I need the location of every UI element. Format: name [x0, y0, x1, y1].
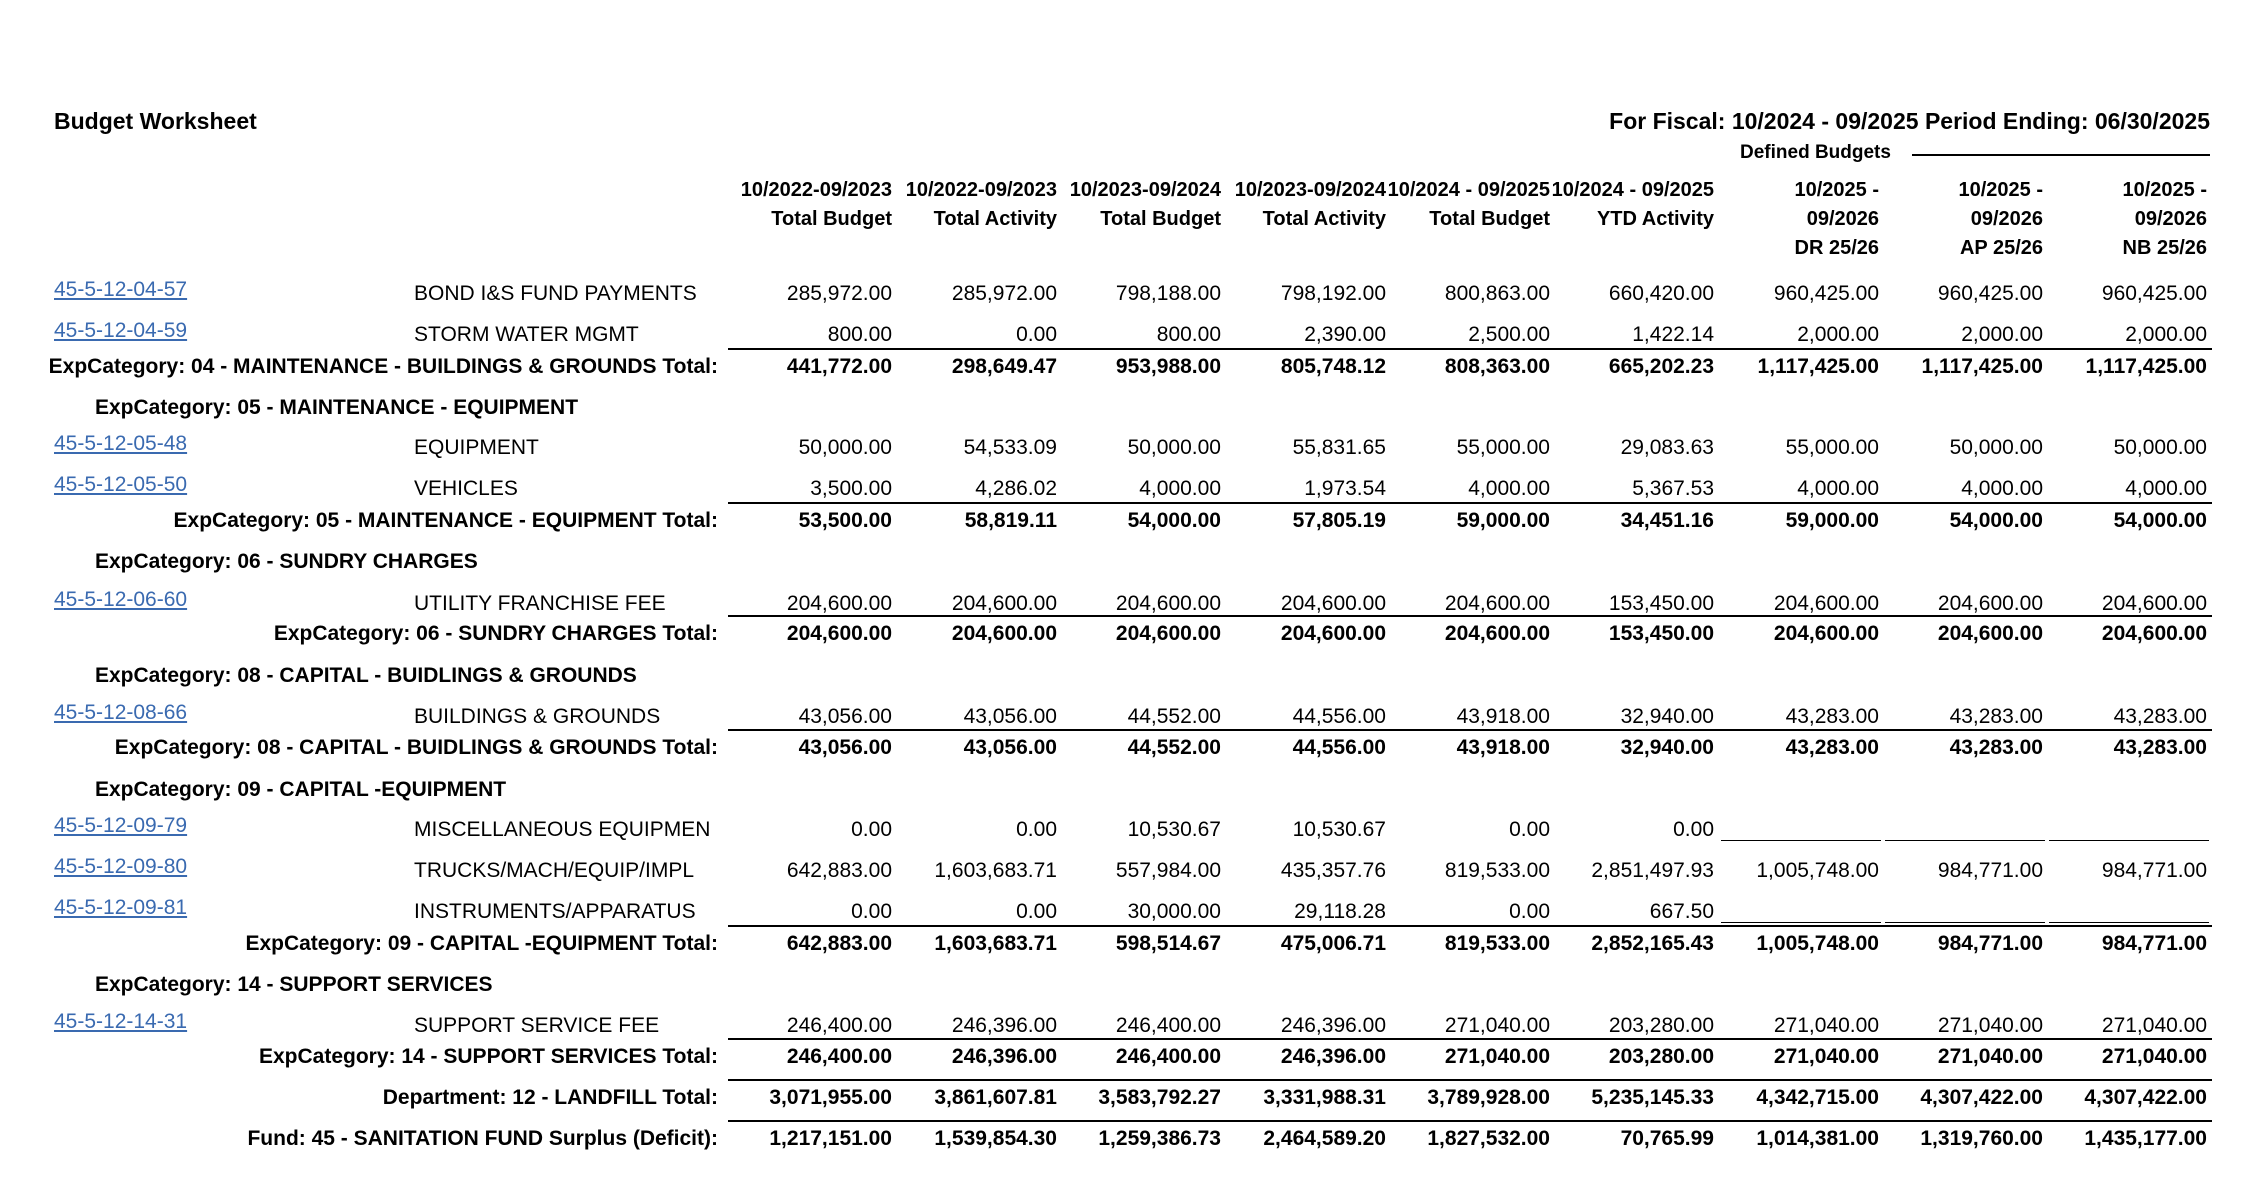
cell-value: 0.00 — [851, 818, 892, 841]
cell-value: 50,000.00 — [2113, 436, 2207, 459]
column-header-2-line-3 — [893, 234, 1057, 263]
cell-value: 1,973.54 — [1304, 477, 1386, 500]
line-description: INSTRUMENTS/APPARATUS — [414, 900, 696, 923]
line-description: BOND I&S FUND PAYMENTS — [414, 282, 697, 305]
cell-value: 1,422.14 — [1632, 323, 1714, 346]
cell-value: 246,400.00 — [1115, 1045, 1221, 1068]
cell-value: 2,851,497.93 — [1591, 859, 1714, 882]
cell-value: 54,000.00 — [2113, 509, 2207, 532]
cell-value: 34,451.16 — [1620, 509, 1714, 532]
cell-value: 203,280.00 — [1608, 1014, 1714, 1037]
cell-value: 44,556.00 — [1292, 736, 1386, 759]
cell-value: 32,940.00 — [1620, 736, 1714, 759]
cell-value: 43,918.00 — [1456, 736, 1550, 759]
cell-value: 960,425.00 — [2101, 282, 2207, 305]
cell-value: 43,283.00 — [1949, 736, 2043, 759]
category-heading: ExpCategory: 08 - CAPITAL - BUIDLINGS & GROUNDS — [95, 664, 637, 687]
cell-value: 960,425.00 — [1937, 282, 2043, 305]
cell-value: 246,396.00 — [951, 1014, 1057, 1037]
column-header-6-line-3 — [1550, 234, 1714, 263]
line-description: TRUCKS/MACH/EQUIP/IMPL — [414, 859, 695, 882]
total-rule — [728, 729, 2212, 731]
column-header-8 — [1879, 176, 2043, 263]
cell-value: 2,500.00 — [1468, 323, 1550, 346]
cell-value: 246,400.00 — [786, 1045, 892, 1068]
cell-value: 58,819.11 — [964, 509, 1057, 532]
column-header-7 — [1715, 176, 1879, 263]
cell-value: 4,307,422.00 — [2084, 1086, 2207, 1109]
cell-value: 246,396.00 — [1280, 1045, 1386, 1068]
cell-value: 204,600.00 — [1280, 622, 1386, 645]
cell-value: 1,319,760.00 — [1920, 1127, 2043, 1150]
blank-entry-line[interactable] — [1721, 922, 1881, 923]
column-header-4-line-1: 10/2023-09/2024 — [1234, 179, 1386, 201]
cell-value: 5,367.53 — [1632, 477, 1714, 500]
cell-value: 204,600.00 — [1444, 622, 1550, 645]
column-header-3-line-3 — [1057, 234, 1221, 263]
cell-value: 441,772.00 — [786, 355, 892, 378]
cell-value: 1,539,854.30 — [934, 1127, 1057, 1150]
cell-value: 598,514.67 — [1115, 932, 1221, 955]
cell-value: 55,831.65 — [1292, 436, 1386, 459]
cell-value: 44,556.00 — [1292, 705, 1386, 728]
column-header-2-line-1: 10/2022-09/2023 — [905, 179, 1057, 201]
cell-value: 0.00 — [1673, 818, 1714, 841]
blank-entry-line[interactable] — [1721, 840, 1881, 841]
cell-value: 10,530.67 — [1127, 818, 1221, 841]
cell-value: 43,918.00 — [1456, 705, 1550, 728]
cell-value: 271,040.00 — [2101, 1014, 2207, 1037]
cell-value: 2,390.00 — [1304, 323, 1386, 346]
cell-value: 0.00 — [1509, 900, 1550, 923]
cell-value: 3,071,955.00 — [769, 1086, 892, 1109]
cell-value: 204,600.00 — [1937, 592, 2043, 615]
cell-value: 153,450.00 — [1608, 592, 1714, 615]
cell-value: 271,040.00 — [1773, 1045, 1879, 1068]
cell-value: 800,863.00 — [1444, 282, 1550, 305]
column-header-6-line-2: YTD Activity — [1596, 208, 1714, 230]
column-header-2 — [893, 176, 1057, 263]
cell-value: 204,600.00 — [1773, 622, 1879, 645]
total-label: Department: 12 - LANDFILL Total: — [382, 1086, 718, 1109]
cell-value: 204,600.00 — [2101, 592, 2207, 615]
column-header-5-line-3 — [1386, 234, 1550, 263]
account-link[interactable]: 45-5-12-05-50 — [54, 473, 188, 496]
cell-value: 59,000.00 — [1785, 509, 1879, 532]
cell-value: 59,000.00 — [1456, 509, 1550, 532]
cell-value: 1,014,381.00 — [1756, 1127, 1879, 1150]
cell-value: 3,861,607.81 — [934, 1086, 1057, 1109]
column-header-4-line-3 — [1222, 234, 1386, 263]
cell-value: 153,450.00 — [1608, 622, 1714, 645]
line-description: STORM WATER MGMT — [414, 323, 639, 346]
cell-value: 660,420.00 — [1608, 282, 1714, 305]
blank-entry-line[interactable] — [1885, 922, 2045, 923]
cell-value: 50,000.00 — [1949, 436, 2043, 459]
column-header-7-line-3: DR 25/26 — [1794, 237, 1879, 259]
total-rule — [728, 502, 2212, 504]
line-description: VEHICLES — [414, 477, 518, 500]
column-header-1-line-1: 10/2022-09/2023 — [740, 179, 892, 201]
cell-value: 798,192.00 — [1280, 282, 1386, 305]
cell-value: 43,056.00 — [798, 736, 892, 759]
cell-value: 10,530.67 — [1292, 818, 1386, 841]
cell-value: 1,217,151.00 — [769, 1127, 892, 1150]
column-header-1-line-3 — [728, 234, 892, 263]
cell-value: 1,117,425.00 — [1757, 355, 1879, 378]
cell-value: 43,056.00 — [963, 705, 1057, 728]
column-header-9-line-2: 09/2026 — [2134, 208, 2207, 230]
cell-value: 204,600.00 — [1115, 592, 1221, 615]
cell-value: 204,600.00 — [1773, 592, 1879, 615]
cell-value: 808,363.00 — [1444, 355, 1550, 378]
cell-value: 203,280.00 — [1608, 1045, 1714, 1068]
cell-value: 4,286.02 — [975, 477, 1057, 500]
column-header-9 — [2043, 176, 2207, 263]
cell-value: 3,583,792.27 — [1098, 1086, 1221, 1109]
column-header-9-line-3: NB 25/26 — [2122, 237, 2207, 259]
cell-value: 204,600.00 — [951, 592, 1057, 615]
blank-entry-line[interactable] — [1885, 840, 2045, 841]
cell-value: 642,883.00 — [786, 932, 892, 955]
cell-value: 32,940.00 — [1620, 705, 1714, 728]
line-description: UTILITY FRANCHISE FEE — [414, 592, 666, 615]
column-header-1-line-2: Total Budget — [771, 208, 892, 230]
cell-value: 984,771.00 — [1937, 932, 2043, 955]
cell-value: 3,331,988.31 — [1263, 1086, 1386, 1109]
cell-value: 3,789,928.00 — [1427, 1086, 1550, 1109]
account-link[interactable]: 45-5-12-09-79 — [54, 814, 188, 837]
total-label: ExpCategory: 14 - SUPPORT SERVICES Total: — [259, 1045, 718, 1068]
cell-value: 2,464,589.20 — [1263, 1127, 1386, 1150]
column-header-8-line-1: 10/2025 - — [1958, 179, 2043, 201]
cell-value: 271,040.00 — [1444, 1014, 1550, 1037]
category-heading: ExpCategory: 09 - CAPITAL -EQUIPMENT — [95, 778, 507, 801]
cell-value: 55,000.00 — [1785, 436, 1879, 459]
cell-value: 298,649.47 — [951, 355, 1057, 378]
blank-entry-line[interactable] — [2049, 922, 2209, 923]
cell-value: 204,600.00 — [786, 592, 892, 615]
total-label: ExpCategory: 09 - CAPITAL -EQUIPMENT Total: — [245, 932, 718, 955]
cell-value: 1,259,386.73 — [1098, 1127, 1221, 1150]
cell-value: 800.00 — [1156, 323, 1221, 346]
account-link[interactable]: 45-5-12-14-31 — [54, 1010, 188, 1033]
cell-value: 0.00 — [1016, 900, 1057, 923]
cell-value: 43,283.00 — [1949, 705, 2043, 728]
cell-value: 1,603,683.71 — [934, 859, 1057, 882]
cell-value: 30,000.00 — [1127, 900, 1221, 923]
cell-value: 4,307,422.00 — [1920, 1086, 2043, 1109]
cell-value: 43,283.00 — [2113, 736, 2207, 759]
account-link[interactable]: 45-5-12-04-59 — [54, 319, 188, 342]
column-header-3-line-2: Total Budget — [1100, 208, 1221, 230]
cell-value: 984,771.00 — [2101, 932, 2207, 955]
total-label: ExpCategory: 06 - SUNDRY CHARGES Total: — [273, 622, 718, 645]
category-heading: ExpCategory: 06 - SUNDRY CHARGES — [95, 550, 478, 573]
cell-value: 271,040.00 — [1444, 1045, 1550, 1068]
cell-value: 798,188.00 — [1115, 282, 1221, 305]
cell-value: 2,000.00 — [1961, 323, 2043, 346]
column-header-5-line-1: 10/2024 - 09/2025 — [1387, 179, 1550, 201]
category-heading: ExpCategory: 14 - SUPPORT SERVICES — [95, 973, 493, 996]
cell-value: 57,805.19 — [1292, 509, 1386, 532]
line-description: SUPPORT SERVICE FEE — [414, 1014, 660, 1037]
category-heading: ExpCategory: 05 - MAINTENANCE - EQUIPMENT — [95, 396, 579, 419]
cell-value: 819,533.00 — [1444, 932, 1550, 955]
fiscal-period: For Fiscal: 10/2024 - 09/2025 Period Ending: 06/30/2025 — [1609, 108, 2210, 134]
cell-value: 557,984.00 — [1115, 859, 1221, 882]
cell-value: 2,852,165.43 — [1591, 932, 1714, 955]
cell-value: 4,000.00 — [1139, 477, 1221, 500]
report-title: Budget Worksheet — [54, 108, 257, 134]
cell-value: 50,000.00 — [798, 436, 892, 459]
cell-value: 285,972.00 — [951, 282, 1057, 305]
total-rule — [728, 1038, 2212, 1040]
cell-value: 271,040.00 — [2101, 1045, 2207, 1068]
cell-value: 642,883.00 — [786, 859, 892, 882]
cell-value: 4,000.00 — [1797, 477, 1879, 500]
cell-value: 953,988.00 — [1115, 355, 1221, 378]
defined-budgets-label: Defined Budgets — [1740, 142, 1891, 163]
cell-value: 204,600.00 — [1444, 592, 1550, 615]
cell-value: 285,972.00 — [786, 282, 892, 305]
column-header-5 — [1386, 176, 1550, 263]
cell-value: 43,056.00 — [963, 736, 1057, 759]
total-rule — [728, 1079, 2212, 1081]
total-label: ExpCategory: 08 - CAPITAL - BUIDLINGS & GROUNDS Total: — [114, 736, 718, 759]
cell-value: 204,600.00 — [951, 622, 1057, 645]
cell-value: 475,006.71 — [1280, 932, 1386, 955]
column-header-8-line-3: AP 25/26 — [1959, 237, 2043, 259]
line-description: EQUIPMENT — [414, 436, 539, 459]
cell-value: 665,202.23 — [1608, 355, 1714, 378]
defined-budgets-rule — [1912, 154, 2210, 156]
cell-value: 984,771.00 — [2101, 859, 2207, 882]
column-header-3-line-1: 10/2023-09/2024 — [1069, 179, 1221, 201]
cell-value: 805,748.12 — [1280, 355, 1386, 378]
cell-value: 271,040.00 — [1937, 1014, 2043, 1037]
cell-value: 54,533.09 — [963, 436, 1057, 459]
cell-value: 43,056.00 — [798, 705, 892, 728]
cell-value: 204,600.00 — [1280, 592, 1386, 615]
column-header-6-line-1: 10/2024 - 09/2025 — [1551, 179, 1714, 201]
cell-value: 246,400.00 — [786, 1014, 892, 1037]
cell-value: 53,500.00 — [798, 509, 892, 532]
total-label: ExpCategory: 04 - MAINTENANCE - BUILDINGS & GROUNDS Total: — [48, 355, 718, 378]
total-rule — [728, 615, 2212, 617]
column-header-5-line-2: Total Budget — [1429, 208, 1550, 230]
cell-value: 246,396.00 — [951, 1045, 1057, 1068]
account-link[interactable]: 45-5-12-06-60 — [54, 588, 188, 611]
cell-value: 4,000.00 — [2125, 477, 2207, 500]
cell-value: 1,005,748.00 — [1756, 859, 1879, 882]
cell-value: 43,283.00 — [2113, 705, 2207, 728]
cell-value: 204,600.00 — [1937, 622, 2043, 645]
cell-value: 0.00 — [1509, 818, 1550, 841]
column-header-3 — [1057, 176, 1221, 263]
total-rule — [728, 925, 2212, 927]
cell-value: 0.00 — [1016, 818, 1057, 841]
line-description: MISCELLANEOUS EQUIPMEN — [414, 818, 711, 841]
cell-value: 1,005,748.00 — [1756, 932, 1879, 955]
cell-value: 1,117,425.00 — [2085, 355, 2207, 378]
cell-value: 204,600.00 — [786, 622, 892, 645]
account-link[interactable]: 45-5-12-05-48 — [54, 432, 188, 455]
cell-value: 271,040.00 — [1773, 1014, 1879, 1037]
column-header-7-line-2: 09/2026 — [1806, 208, 1879, 230]
column-header-8-line-2: 09/2026 — [1970, 208, 2043, 230]
total-label: ExpCategory: 05 - MAINTENANCE - EQUIPMENT Total: — [173, 509, 718, 532]
account-link[interactable]: 45-5-12-04-57 — [54, 278, 188, 301]
blank-entry-line[interactable] — [2049, 840, 2209, 841]
cell-value: 44,552.00 — [1127, 736, 1221, 759]
account-link[interactable]: 45-5-12-09-81 — [54, 896, 188, 919]
cell-value: 54,000.00 — [1127, 509, 1221, 532]
column-header-9-line-1: 10/2025 - — [2122, 179, 2207, 201]
cell-value: 43,283.00 — [1785, 705, 1879, 728]
cell-value: 667.50 — [1649, 900, 1714, 923]
cell-value: 29,118.28 — [1294, 900, 1386, 923]
cell-value: 271,040.00 — [1937, 1045, 2043, 1068]
cell-value: 4,000.00 — [1468, 477, 1550, 500]
line-description: BUILDINGS & GROUNDS — [414, 705, 661, 728]
cell-value: 5,235,145.33 — [1591, 1086, 1714, 1109]
cell-value: 1,117,425.00 — [1921, 355, 2043, 378]
cell-value: 2,000.00 — [2125, 323, 2207, 346]
account-link[interactable]: 45-5-12-09-80 — [54, 855, 188, 878]
cell-value: 1,827,532.00 — [1427, 1127, 1550, 1150]
column-header-2-line-2: Total Activity — [933, 208, 1057, 230]
cell-value: 3,500.00 — [810, 477, 892, 500]
cell-value: 50,000.00 — [1127, 436, 1221, 459]
column-header-6 — [1550, 176, 1714, 263]
cell-value: 819,533.00 — [1444, 859, 1550, 882]
total-rule — [728, 1120, 2212, 1122]
total-label: Fund: 45 - SANITATION FUND Surplus (Deficit): — [247, 1127, 718, 1150]
cell-value: 2,000.00 — [1797, 323, 1879, 346]
cell-value: 800.00 — [827, 323, 892, 346]
column-header-1 — [728, 176, 892, 263]
cell-value: 204,600.00 — [1115, 622, 1221, 645]
cell-value: 1,435,177.00 — [2084, 1127, 2207, 1150]
cell-value: 246,396.00 — [1280, 1014, 1386, 1037]
cell-value: 55,000.00 — [1456, 436, 1550, 459]
cell-value: 4,342,715.00 — [1756, 1086, 1879, 1109]
cell-value: 29,083.63 — [1620, 436, 1714, 459]
cell-value: 246,400.00 — [1115, 1014, 1221, 1037]
column-header-7-line-1: 10/2025 - — [1794, 179, 1879, 201]
cell-value: 43,283.00 — [1785, 736, 1879, 759]
cell-value: 0.00 — [1016, 323, 1057, 346]
cell-value: 1,603,683.71 — [934, 932, 1057, 955]
cell-value: 44,552.00 — [1127, 705, 1221, 728]
cell-value: 204,600.00 — [2101, 622, 2207, 645]
cell-value: 54,000.00 — [1949, 509, 2043, 532]
cell-value: 4,000.00 — [1961, 477, 2043, 500]
cell-value: 0.00 — [851, 900, 892, 923]
column-header-4-line-2: Total Activity — [1262, 208, 1386, 230]
cell-value: 984,771.00 — [1937, 859, 2043, 882]
column-header-4 — [1222, 176, 1386, 263]
cell-value: 70,765.99 — [1620, 1127, 1714, 1150]
cell-value: 960,425.00 — [1773, 282, 1879, 305]
total-rule — [728, 348, 2212, 350]
account-link[interactable]: 45-5-12-08-66 — [54, 701, 188, 724]
cell-value: 435,357.76 — [1280, 859, 1386, 882]
